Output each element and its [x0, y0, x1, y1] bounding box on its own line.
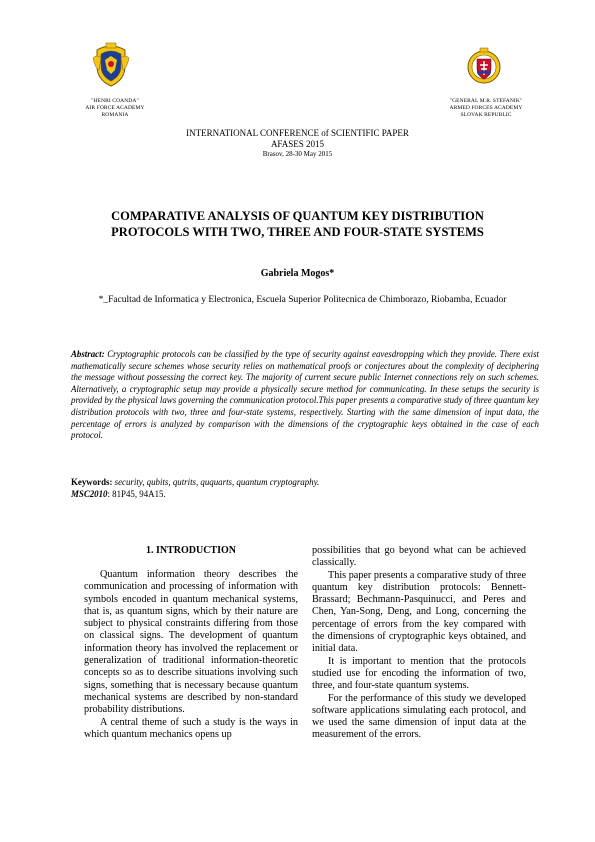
right-institution-line: ARMED FORCES ACADEMY: [449, 105, 523, 111]
body-paragraph: It is important to mention that the protocols studied use for encoding the information of two, three, and four-state quantum systems.: [312, 655, 526, 692]
section-heading: 1. INTRODUCTION: [145, 545, 236, 556]
air-force-academy-crest-icon: [91, 40, 131, 88]
left-institution-label: [74, 98, 156, 119]
right-institution-line: SLOVAK REPUBLIC: [460, 112, 512, 118]
armed-forces-academy-crest-icon: [466, 45, 502, 89]
abstract-text: Cryptographic protocols can be classified by the type of security against eavesdropping which they provide. There exist mathematically secure schemes whose security relies on mathematical proofs or conjectures about the complexity of deciphering the message without possessing the correct key. The majority of current secure public Internet connections rely on such schemes. Alternatively, a cryptographic setup may provide a physically secure method for communicating. In these setups the security is provided by the physical laws governing the communication protocol.This paper presents a comparative study of three quantum key distribution protocols with two, three and four-state systems, respectively. Starting with the same dimension of input data, the percentage of errors is analyzed by comparison with the dimensions of the cryptographic keys obtained in the case of each protocol.: [71, 349, 539, 441]
left-institution-line: "HENRI COANDA": [91, 98, 139, 104]
conference-date: Brasov, 28-30 May 2015: [262, 150, 333, 158]
body-paragraph: Quantum information theory describes the communication and processing of information with symbols encoded in quantum mechanical systems, that is, as quantum signs, which by their nature are subject to physical constraints differing from those on classical signs. The development of quantum information theory has involved the replacement or generalization of traditional information-theoretic concepts so as to describe situations involving such signs, something that is necessary because quantum mechanical systems are described by non-standard probability distributions.: [84, 569, 298, 716]
left-institution-line: AIR FORCE ACADEMY: [85, 105, 145, 111]
keywords-text: security, qubits, qutrits, ququarts, quantum cryptography.: [114, 477, 320, 487]
body-paragraph: possibilities that go beyond what can be achieved classically.: [312, 545, 526, 569]
paper-title: [70, 208, 525, 240]
msc-text: : 81P45, 94A15.: [107, 488, 166, 499]
keywords-label: Keywords:: [71, 477, 113, 487]
keywords-block: [71, 477, 539, 500]
body-column-left: [84, 545, 298, 741]
conference-name: AFASES 2015: [270, 139, 325, 149]
body-paragraph: A central theme of such a study is the ways in which quantum mechanics opens up: [84, 716, 298, 740]
abstract-label: Abstract:: [71, 349, 105, 359]
author-name: Gabriela Mogos*: [260, 268, 335, 279]
body-column-right: [312, 545, 526, 742]
right-institution-line: "GENERAL M.R. STEFANIK": [449, 98, 523, 104]
paper-title-line: PROTOCOLS WITH TWO, THREE AND FOUR-STATE SYSTEMS: [111, 225, 484, 239]
left-institution-line: ROMANIA: [101, 112, 129, 118]
paper-title-line: COMPARATIVE ANALYSIS OF QUANTUM KEY DISTRIBUTION: [111, 209, 484, 223]
body-paragraph: This paper presents a comparative study of three quantum key distribution protocols: Bennett-Brassard; Bechmann-Pasquinucci, and Peres and Chen, Yan-Song, Deng, and Long, concerning the percentage of errors from the key compared with the dimensions of cryptographic keys obtained, and initial data.: [312, 569, 526, 655]
conference-title: INTERNATIONAL CONFERENCE of SCIENTIFIC PAPER: [186, 128, 409, 138]
body-paragraph: For the performance of this study we developed software applications simulating each protocol, and we used the same dimension of input data at the measurement of the errors.: [312, 692, 526, 741]
author-affiliation: *_Facultad de Informatica y Electronica, Escuela Superior Politecnica de Chimborazo, Riobamba, Ecuador: [98, 295, 507, 305]
msc-label: MSC2010: [71, 488, 108, 499]
abstract: [71, 349, 539, 442]
right-institution-label: [432, 98, 540, 119]
